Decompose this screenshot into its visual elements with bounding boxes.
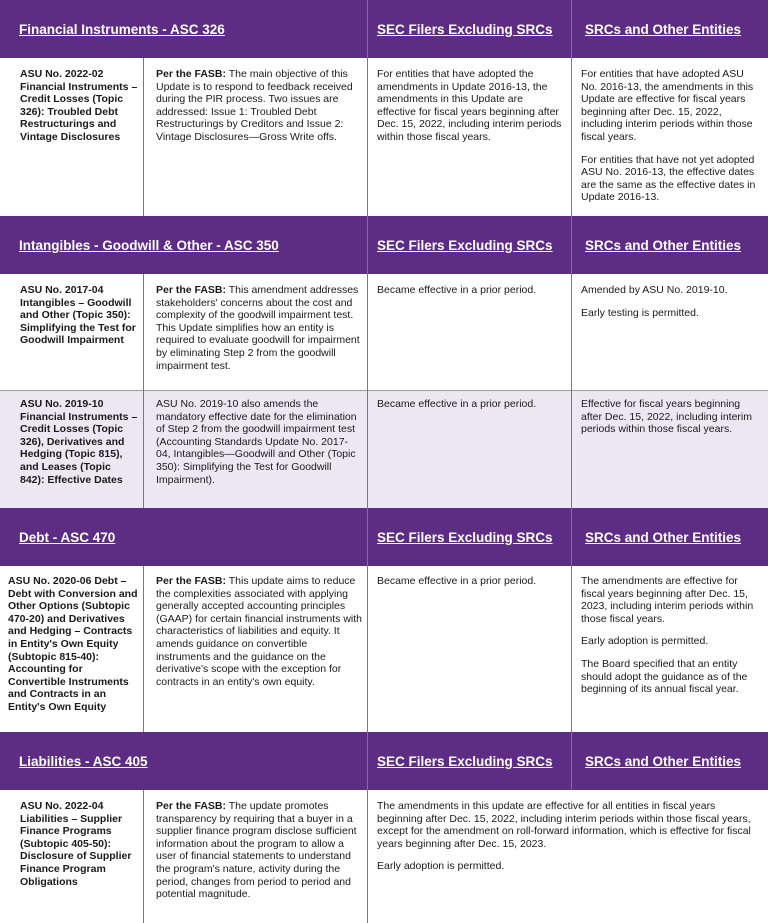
src-effective-date: For entities that have adopted ASU No. 2016-13, the amendments in this Update are effective for fiscal years beginning after Dec. 15, 2022, including interim periods within those fiscal years. For entities that have not yet adopted ASU No. 2016-13, the effective dates are the same as the effective dates in Update 2016-13. [581, 68, 756, 204]
sec-effective-date: Became effective in a prior period. [377, 284, 537, 296]
column-header-sec-filers: SEC Filers Excluding SRCs [377, 22, 553, 37]
row-description: ASU No. 2019-10 also amends the mandatory effective date for the elimination of Step 2 from the goodwill impairment test (Accounting Standards Update No. 2017-04, Intangibles—Goodwill and Other (Topic 350): Simplifying the Test for Goodwill Impairment). [156, 398, 357, 486]
section-title: Debt - ASC 470 [19, 530, 116, 545]
asu-2020-06: ASU No. 2020-06 Debt – Debt with Conversion and Other Options (Subtopic 470-20) and Derivatives and Hedging – Contracts in Entity's Own Equity (Subtopic 815-40): Accounting for Convertible Instruments and Contracts in an Entity's Own Equity [8, 575, 138, 713]
merged-effective-date: The amendments in this update are effective for all entities in fiscal years beginning after Dec. 15, 2022, including interim periods within those fiscal years, except for the amendment on roll-forward information, which is effective for fiscal years beginning after Dec. 15, 2023. Early adoption is permitted. [377, 800, 751, 873]
row-description: Per the FASB: This amendment addresses stakeholders' concerns about the cost and complexity of the goodwill impairment test. This Update simplifies how an entity is required to evaluate goodwill for impairment by eliminating Step 2 from the goodwill impairment test. [156, 284, 360, 372]
section-header-liabilities [0, 732, 768, 790]
src-effective-date: Amended by ASU No. 2019-10. Early testing is permitted. [581, 284, 728, 319]
section-header-intangibles [0, 216, 768, 274]
column-header-sec-filers: SEC Filers Excluding SRCs [377, 238, 553, 253]
column-header-srcs: SRCs and Other Entities [585, 530, 742, 545]
asu-2022-02: ASU No. 2022-02 Financial Instruments – Credit Losses (Topic 326): Troubled Debt Restructurings and Vintage Disclosures [20, 68, 138, 143]
column-header-srcs: SRCs and Other Entities [585, 238, 742, 253]
sec-effective-date: For entities that have adopted the amendments in Update 2016-13, the amendments in this Update are effective for fiscal years beginning after Dec. 15, 2022, including interim periods within those fiscal years. [377, 68, 562, 143]
section-title: Financial Instruments - ASC 326 [19, 22, 225, 37]
column-header-srcs: SRCs and Other Entities [585, 22, 742, 37]
column-header-srcs: SRCs and Other Entities [585, 754, 742, 769]
asu-2019-10: ASU No. 2019-10 Financial Instruments – Credit Losses (Topic 326), Derivatives and Hedging (Topic 815), and Leases (Topic 842): Effective Dates [20, 398, 138, 486]
section-title: Intangibles - Goodwill & Other - ASC 350 [19, 238, 279, 253]
asu-2022-04: ASU No. 2022-04 Liabilities – Supplier Finance Programs (Subtopic 405-50): Disclosure of Supplier Finance Program Obligations [20, 800, 132, 888]
asu-2017-04: ASU No. 2017-04 Intangibles – Goodwill and Other (Topic 350): Simplifying the Test for Goodwill Impairment [20, 284, 136, 347]
sec-effective-date: Became effective in a prior period. [377, 398, 537, 410]
row-description: Per the FASB: This update aims to reduce the complexities associated with applying generally accepted accounting principles (GAAP) for certain financial instruments with characteristics of liabilities and equity. It amends guidance on convertible instruments and the guidance on the derivative's scope with the exception for contracts in an entity's own equity. [156, 575, 362, 688]
section-header-debt [0, 508, 768, 566]
section-title: Liabilities - ASC 405 [19, 754, 148, 769]
column-header-sec-filers: SEC Filers Excluding SRCs [377, 530, 553, 545]
row-description: Per the FASB: The main objective of this Update is to respond to feedback received during the PIR process. Two issues are addressed: Issue 1: Troubled Debt Restructurings by Creditors and Issue 2: Vintage Disclosures—Gross Write offs. [156, 68, 353, 143]
section-header-financial-instruments [0, 0, 768, 58]
sec-effective-date: Became effective in a prior period. [377, 575, 537, 587]
row-description: Per the FASB: The update promotes transparency by requiring that a buyer in a supplier finance program disclose sufficient information about the program to allow a user of financial statements to understand the program's nature, activity during the period, changes from period to period and potential magnitude. [156, 800, 357, 901]
src-effective-date: The amendments are effective for fiscal years beginning after Dec. 15, 2023, including interim periods within those fiscal years. Early adoption is permitted. The Board specified that an entity should adopt the guidance as of the beginning of its annual fiscal year. [581, 575, 754, 696]
src-effective-date: Effective for fiscal years beginning after Dec. 15, 2022, including interim periods within those fiscal years. [581, 398, 753, 436]
column-header-sec-filers: SEC Filers Excluding SRCs [377, 754, 553, 769]
